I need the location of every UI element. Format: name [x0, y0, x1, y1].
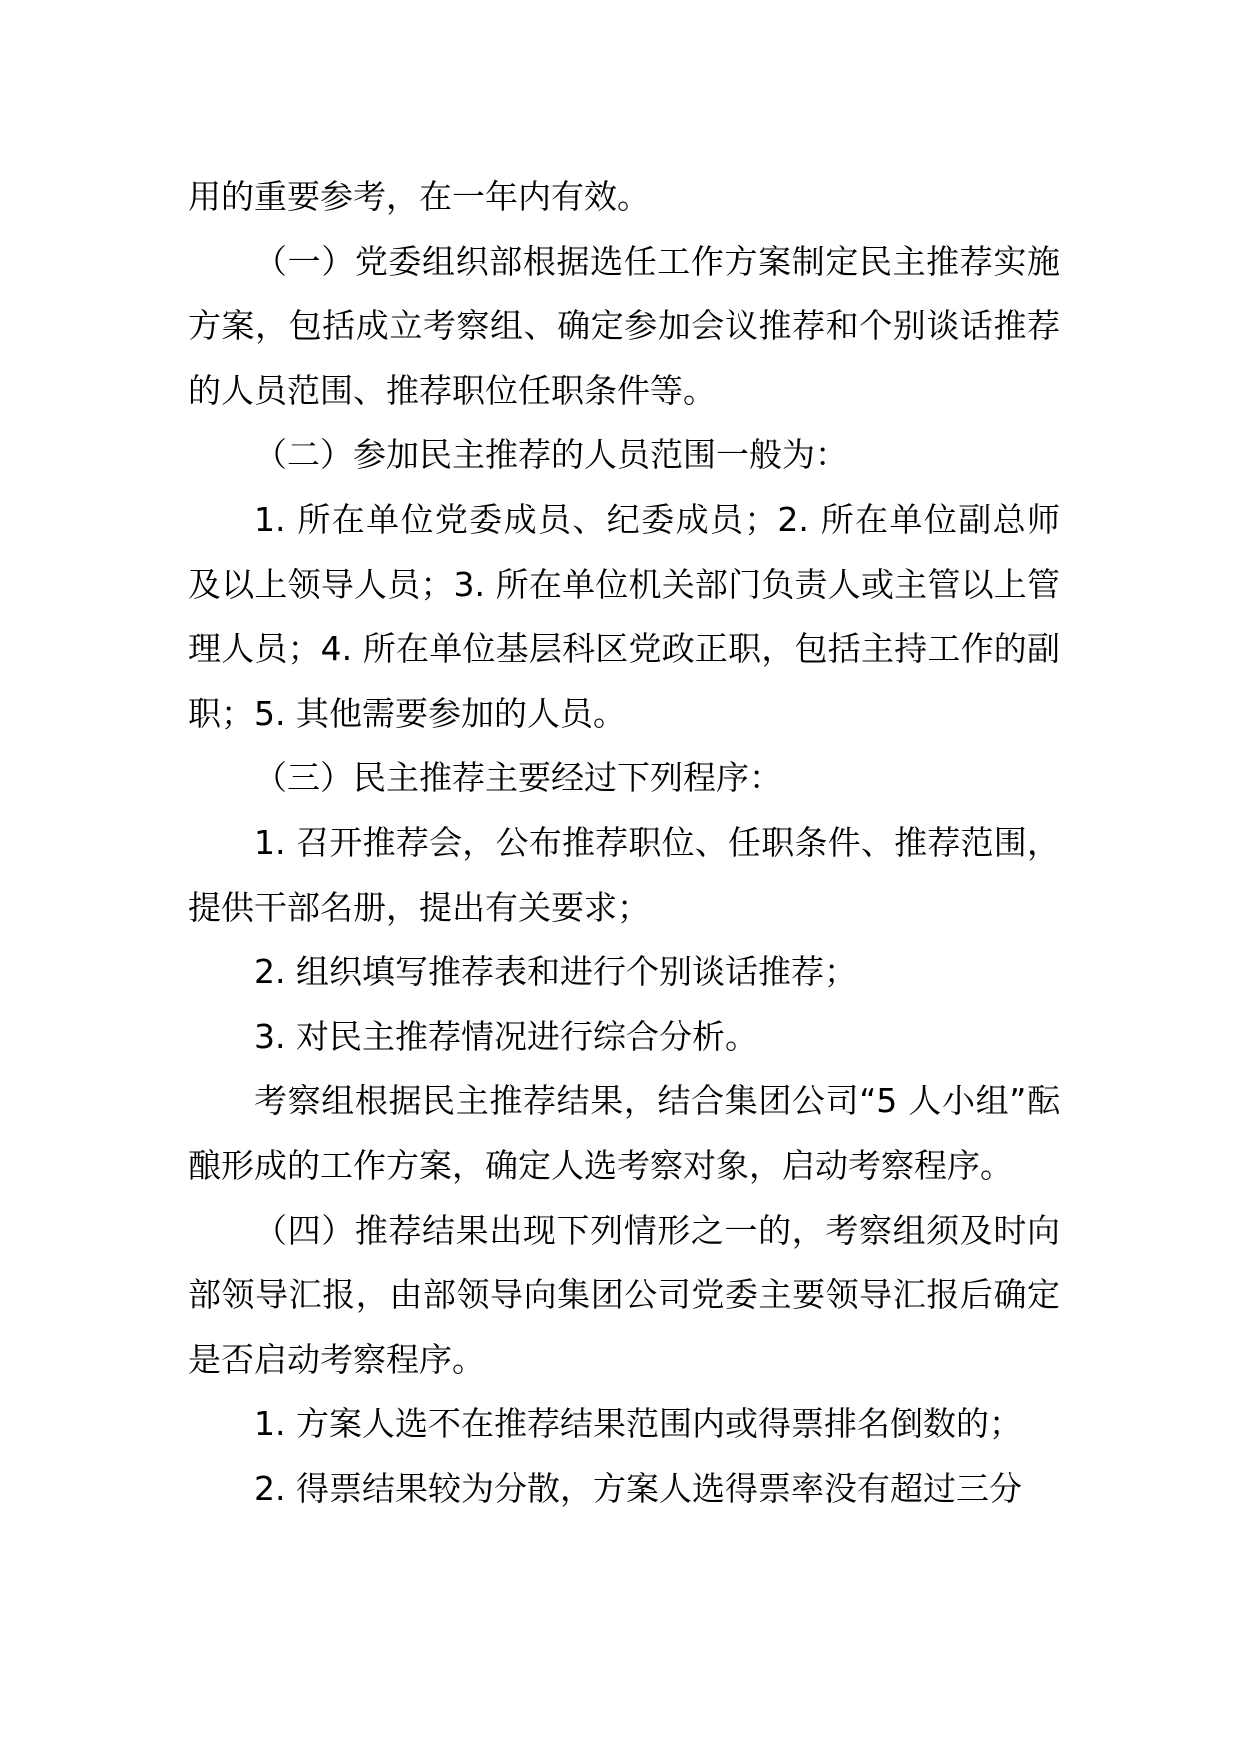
paragraph-case-2: 2. 得票结果较为分散，方案人选得票率没有超过三分: [254, 1468, 1022, 1508]
paragraph-case-1: 1. 方案人选不在推荐结果范围内或得票排名倒数的；: [254, 1404, 1022, 1444]
paragraph-section-1: （一）党委组织部根据选任工作方案制定民主推荐实施方案，包括成立考察组、确定参加会议推荐和个别谈话推荐的人员范围、推荐职位任职条件等。: [188, 241, 1060, 410]
paragraph-procedure-1: 1. 召开推荐会，公布推荐职位、任职条件、推荐范围，提供干部名册，提出有关要求；: [188, 822, 1060, 927]
paragraph-personnel-list: 1. 所在单位党委成员、纪委成员；2. 所在单位副总师及以上领导人员；3. 所在单位机关部门负责人或主管以上管理人员；4. 所在单位基层科区党政正职，包括主持工作的副职；5. 其他需要参加的人员。: [188, 499, 1060, 733]
paragraph-continuation: 用的重要参考，在一年内有效。: [188, 177, 650, 216]
paragraph-inspection: 考察组根据民主推荐结果，结合集团公司“5 人小组”酝酿形成的工作方案，确定人选考察对象，启动考察程序。: [188, 1081, 1060, 1185]
paragraph-section-2: （二）参加民主推荐的人员范围一般为：: [254, 435, 848, 475]
document-body: [188, 165, 1060, 1521]
paragraph-section-4: （四）推荐结果出现下列情形之一的，考察组须及时向部领导汇报，由部领导向集团公司党委主要领导汇报后确定是否启动考察程序。: [188, 1210, 1060, 1379]
paragraph-section-3: （三）民主推荐主要经过下列程序：: [254, 758, 782, 798]
paragraph-procedure-3: 3. 对民主推荐情况进行综合分析。: [254, 1016, 758, 1056]
paragraph-procedure-2: 2. 组织填写推荐表和进行个别谈话推荐；: [254, 952, 857, 992]
